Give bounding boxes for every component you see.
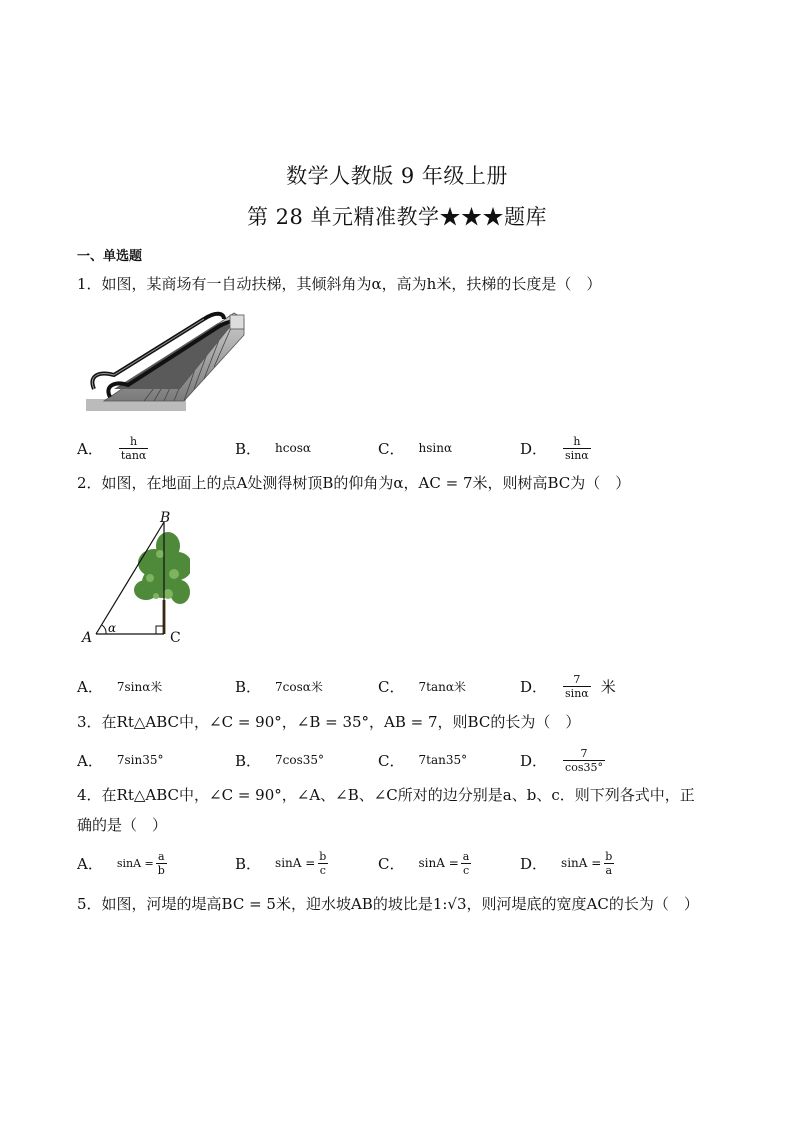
fraction: $\frac{h}{\sin\alpha}$: [565, 434, 589, 462]
page-subtitle: 第 28 单元精准教学★★★题库: [246, 205, 548, 229]
vertex-b-label: B: [160, 510, 171, 526]
section-heading: 一、单选题: [77, 249, 143, 264]
option-d[interactable]: D． $\frac{7}{\cos 35^\circ}$: [520, 746, 603, 774]
option-d[interactable]: D． $\frac{7}{\sin\alpha}$ 米: [520, 672, 616, 700]
question-1-text: 1．如图，某商场有一自动扶梯，其倾斜角为α，高为h米，扶梯的长度是（ ）: [77, 275, 602, 293]
angle-alpha-label: α: [108, 621, 117, 635]
fraction: $\frac{7}{\cos 35^\circ}$: [565, 746, 603, 774]
option-a[interactable]: A． 7sinα米: [77, 677, 163, 696]
option-c[interactable]: C． 7tanα米: [378, 677, 466, 696]
option-c[interactable]: C． 7tan35°: [378, 751, 468, 770]
option-b[interactable]: B． 7cosα米: [235, 677, 323, 696]
fraction: $\frac{h}{\tan\alpha}$: [120, 434, 147, 462]
fraction: $\frac{b}{a}$: [605, 849, 613, 877]
option-d[interactable]: D． sinA = $\frac{b}{a}$: [520, 849, 613, 877]
option-c[interactable]: C． sinA = $\frac{a}{c}$: [378, 849, 470, 877]
option-a[interactable]: A． 7sin35°: [77, 751, 164, 770]
question-4-text-line2: 确的是（ ）: [77, 816, 168, 834]
question-3-options: [77, 742, 717, 778]
question-5-text: 5．如图，河堤的堤高BC = 5米，迎水坡AB的坡比是1:√3，则河堤底的宽度AC的长为（ ）: [77, 895, 699, 913]
page-title: 数学人教版 9 年级上册: [286, 164, 508, 188]
option-b[interactable]: B． 7cos35°: [235, 751, 325, 770]
question-2-options: [77, 668, 717, 704]
question-2-text: 2．如图，在地面上的点A处测得树顶B的仰角为α，AC = 7米，则树高BC为（ ）: [77, 474, 631, 492]
question-4-text-line1: 4．在Rt△ABC中，∠C = 90°，∠A、∠B、∠C所对的边分别是a、b、c．则下列各式中，正: [77, 786, 695, 804]
fraction: $\frac{7}{\sin\alpha}$: [565, 672, 589, 700]
question-1-options: [77, 430, 717, 466]
question-4-options: [77, 845, 717, 881]
option-b[interactable]: B． hcosα: [235, 439, 311, 458]
fraction: $\frac{a}{b}$: [157, 849, 165, 877]
option-c[interactable]: C． hsinα: [378, 439, 453, 458]
option-a[interactable]: A． sinA = $\frac{a}{b}$: [77, 849, 165, 877]
fraction: $\frac{b}{c}$: [319, 849, 327, 877]
fraction: $\frac{a}{c}$: [462, 849, 470, 877]
vertex-a-label: A: [82, 630, 93, 646]
vertex-c-label: C: [170, 630, 181, 646]
option-b[interactable]: B． sinA = $\frac{b}{c}$: [235, 849, 327, 877]
escalator-image: [84, 305, 249, 413]
tree-triangle-diagram: [80, 508, 190, 650]
option-a[interactable]: A． $\frac{h}{\tan\alpha}$: [77, 434, 147, 462]
option-d[interactable]: D． $\frac{h}{\sin\alpha}$: [520, 434, 589, 462]
question-3-text: 3．在Rt△ABC中，∠C = 90°，∠B = 35°，AB = 7，则BC的长为（ ）: [77, 713, 581, 731]
